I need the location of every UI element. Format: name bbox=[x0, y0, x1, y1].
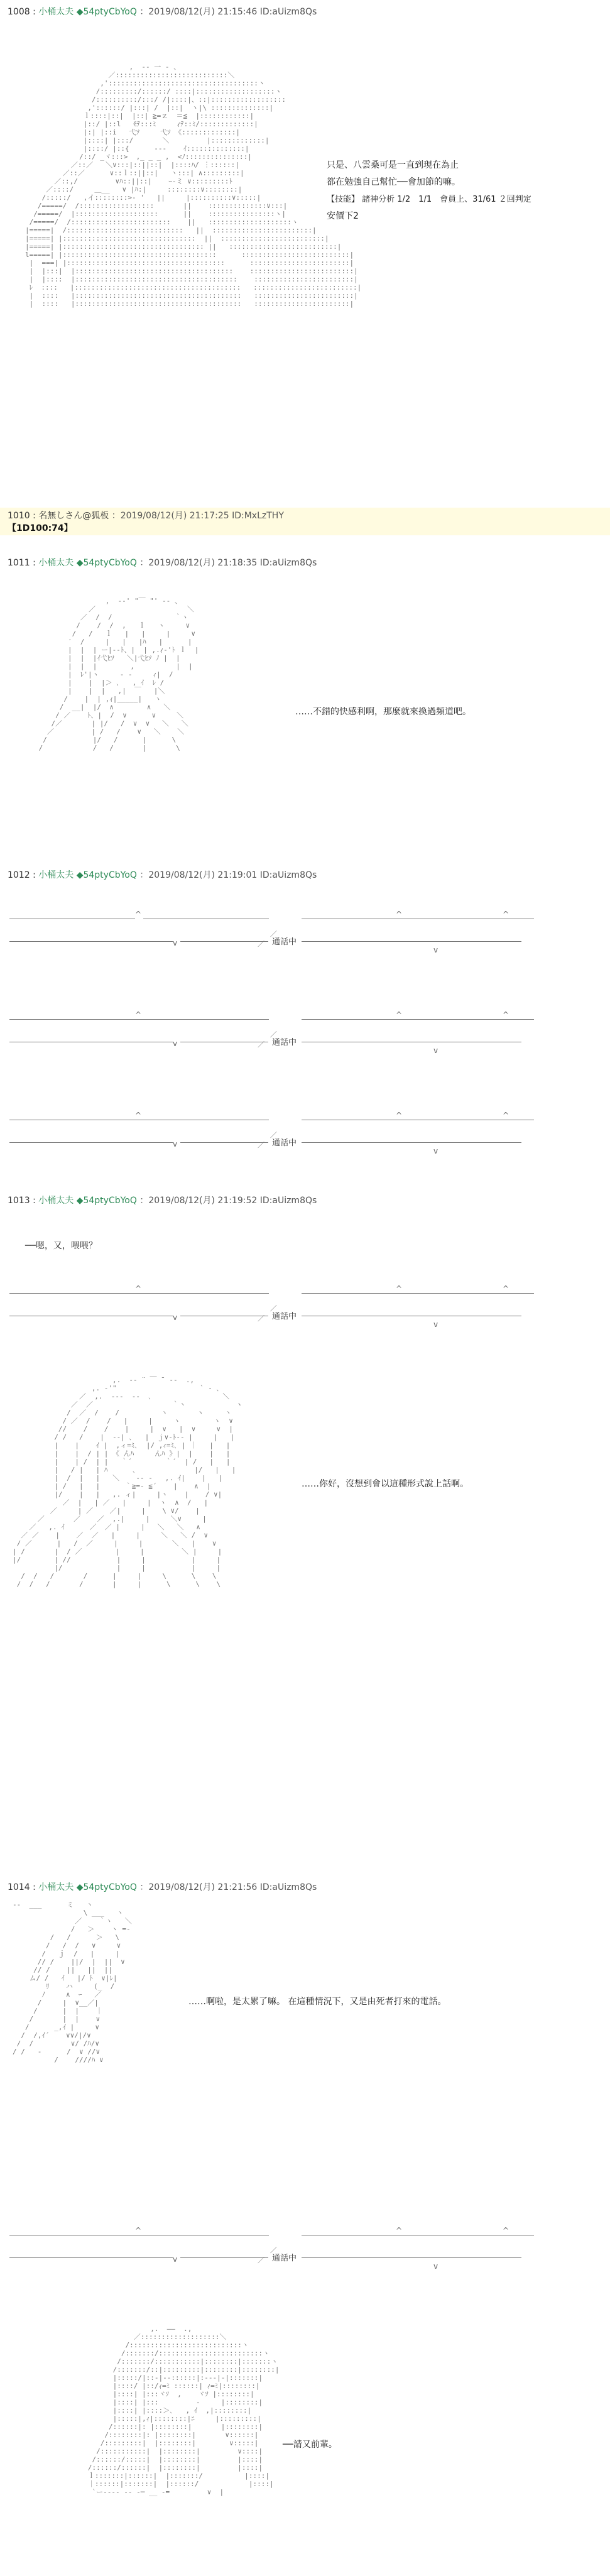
text-line: 安價下2 bbox=[327, 211, 359, 221]
signal-peak: ^ bbox=[503, 1010, 509, 1019]
signal-peak: ^ bbox=[135, 1010, 142, 1019]
signal-slash: ／ ／ bbox=[258, 1131, 277, 1149]
signal-peak: ^ bbox=[503, 1111, 509, 1120]
post-1008-text bbox=[327, 157, 531, 225]
signal-slash: ／ ／ bbox=[258, 1304, 277, 1323]
signal-dip: v bbox=[173, 1313, 178, 1322]
signal-line bbox=[302, 941, 521, 942]
signal-slash: ／ ／ bbox=[258, 1030, 277, 1049]
signal-peak: ^ bbox=[503, 2226, 509, 2235]
signal-line bbox=[302, 1293, 534, 1294]
post-header-1008 bbox=[8, 5, 317, 18]
signal-peak: ^ bbox=[503, 910, 509, 919]
dice-result: 【1D100:74】 bbox=[8, 523, 73, 533]
ascii-art-figure: , -‐' "￣ "' ‐- 、 ／ ＼ ／ / / ｀ヽ / / / , ｌ ヽ ∨ / / ｌ | | | ∨ ′ / | | |ﾊ | | | | | ー|‐-ﾄ、| | ,.ｨ‐'ﾄ ｌ | | | |ｲ弋ﾋｿ ＼|弋ﾋｿ ﾉ | | | | | , | | | ﾚ'|ヽ ‐ ‐ ｨ| / | | |＞ ､ , ｲ ﾚ / | | | ,| ￣ |＼ / | | ,ｨ|_____| ヽ / __| |/ ∧ ∧ ＼ / ／ ﾄ、| / ∨ ∨ ＼ /／ | |/ / ∨ ∨ ＼ ＼ ／ | / / ∨ ＼ ＼ / |/ / | \ / / / | \ bbox=[38, 597, 199, 752]
post-header-1010 bbox=[8, 509, 284, 521]
signal-dip: v bbox=[433, 1046, 438, 1055]
post-header-1012 bbox=[8, 868, 317, 881]
signal-line bbox=[302, 2257, 521, 2258]
signal-dip: v bbox=[433, 946, 438, 954]
signal-peak: ^ bbox=[396, 1111, 403, 1120]
post-number: 1012 : bbox=[8, 870, 36, 880]
signal-peak: ^ bbox=[396, 1010, 403, 1019]
post-1014-text-2: ──請又前輩。 bbox=[283, 2440, 337, 2450]
signal-line bbox=[180, 1142, 268, 1143]
signal-peak: ^ bbox=[396, 1284, 403, 1293]
ascii-art-figure: ,. ―― ., ／:::::::::::::::::::＼ /:::::::::::::::::::::::::::ヽ /:::::::/:::::::::::::::::::::::::ヽ /:::::::/:::::::::::|::::::::|:::::::ヽ /:::::::/::|:::::::::|::::::::|::::::::| |:::::/|::-|‐-::::::|:--‐|-|:::::::| |::::/ |::/ｨ=ﾐ ::::::| ｨ=ﾐ|::::::::| |::::| |:::ヾｿ , ヾｿ |::::::::| |::::| |::: ‐ |::::::::| |::::| |::::＞､ , ｲ ,|::::::::| |:::::|,ｨ|::::::::|ﾆ |:::::::::| /::::::|: |::::::::| |::::::::| /::::::::|: |::::::::| ∨::::::| /:::::::::| |::::::::| ∨:::::| /:::::::::::| |::::::::| ∨::::| /::::::/:::::| |::::::::| |::::| /::::::/::::::| |::::::::| |::::| ｌ:::::::|::::::| |:::::::/ |::::| ｜::::::|:::::::| |::::::/ |::::| `ー--‐‐ -- -─ __ ‐= ∨ | bbox=[87, 2325, 280, 2496]
call-label: 通話中 bbox=[272, 937, 297, 947]
post-number: 1011 : bbox=[8, 558, 36, 568]
signal-dip: v bbox=[173, 1140, 178, 1149]
post-meta: ：2019/08/12(月) 21:19:01 ID:aUizm8Qs bbox=[139, 870, 317, 880]
poster-name[interactable]: 小桶太夫 ◆54ptyCbYoQ bbox=[38, 1882, 137, 1892]
signal-line bbox=[302, 1142, 521, 1143]
signal-peak: ^ bbox=[135, 1284, 142, 1293]
post-meta: ：2019/08/12(月) 21:19:52 ID:aUizm8Qs bbox=[139, 1196, 317, 1206]
poster-name[interactable]: 小桶太夫 ◆54ptyCbYoQ bbox=[38, 7, 137, 17]
signal-peak: ^ bbox=[135, 910, 142, 919]
signal-peak: ^ bbox=[503, 1284, 509, 1293]
signal-line bbox=[143, 1019, 269, 1020]
signal-line bbox=[180, 941, 268, 942]
call-label: 通話中 bbox=[272, 1312, 297, 1321]
signal-line bbox=[9, 2257, 173, 2258]
post-meta: ：2019/08/12(月) 21:21:56 ID:aUizm8Qs bbox=[139, 1882, 317, 1892]
call-label: 通話中 bbox=[272, 1038, 297, 1047]
signal-dip: v bbox=[173, 1039, 178, 1048]
signal-peak: ^ bbox=[135, 2226, 142, 2235]
signal-slash: ／ ／ bbox=[258, 2246, 277, 2264]
post-1014-text-1: ……啊啦，是太累了嘛。 在這種情況下，又是由死者打來的電話。 bbox=[188, 1997, 447, 2007]
signal-dip: v bbox=[173, 2255, 178, 2264]
post-number: 1010 : bbox=[8, 511, 36, 521]
post-meta: ：2019/08/12(月) 21:15:46 ID:aUizm8Qs bbox=[139, 7, 317, 17]
signal-line bbox=[302, 1019, 534, 1020]
signal-peak: ^ bbox=[396, 910, 403, 919]
poster-name[interactable]: 名無しさん@狐板 bbox=[38, 511, 109, 521]
signal-dip: v bbox=[433, 1147, 438, 1155]
call-label: 通話中 bbox=[272, 1138, 297, 1148]
signal-peak: ^ bbox=[396, 2226, 403, 2235]
signal-slash: ／ ／ bbox=[258, 930, 277, 948]
text-line: 【技能】 諸神分析 1/2 1/1 會員上、31/61 ２回判定 bbox=[327, 195, 531, 204]
signal-line bbox=[9, 1293, 148, 1294]
call-label: 通話中 bbox=[272, 2254, 297, 2263]
signal-dip: v bbox=[173, 939, 178, 947]
poster-name[interactable]: 小桶太夫 ◆54ptyCbYoQ bbox=[38, 558, 137, 568]
signal-line bbox=[9, 941, 173, 942]
post-number: 1014 : bbox=[8, 1882, 36, 1892]
ascii-art-figure: ‐- ___ ミ ヽ \ ___ ヽ ／ ｀ヽ ＼ / ＞ ヽ =- / / ＞ \ / / / ∨ ∨ / ｊ / | | // / ||/ | || ∨ // / || || || ム/ / ｲ |/ ﾄ ∨|ﾚ| ﾘ ハ (_ / ﾉ ∧ ｰ ／ / | ∨__／| / | | ｜ / | | ∨ / _,ｲ | ∨ / /,ｲ´ ∨∨/|/∨ / / ∨/ /ﾊ/∨ / / - / ∨ //∨ / ////ﾊ ∨ bbox=[13, 1901, 132, 2064]
signal-dip: v bbox=[433, 1320, 438, 1329]
post-1013-text-1: ──嗯，又，喂喂？ bbox=[25, 1241, 97, 1251]
poster-name[interactable]: 小桶太夫 ◆54ptyCbYoQ bbox=[38, 870, 137, 880]
post-1011-text: ……不錯的快感利啊，那麼就來換過頻道吧。 bbox=[295, 707, 471, 717]
post-header-1011 bbox=[8, 556, 317, 569]
poster-name[interactable]: 小桶太夫 ◆54ptyCbYoQ bbox=[38, 1196, 137, 1206]
ascii-art-figure: , -‐ 一 - 、 ／:::::::::::::::::::::::::::＼ ,'::::::::::::::::::::::::::::::::::::ヽ /:::::::::/::::::/ ::::|:::::::::::::::::::ヽ /::::::::::/:::/ /|::::|、::|:::::::::::::::::: ,'::::::/ |:::| / |::| ヽ|\ ::::::::::::::| ｌ::::|::| |::| ≧=ｚ ＝≦ |::::::::::::| |::/ |::l ﾓﾃ:::ﾐ ｨﾃ::ﾐ/:::::::::::::| |:| |::i 弋ｿ 弋ｿ 《:::::::::::::| |::::| |:::/ ＼ |:::::::::::::| |::::/ |::{ -‐- ｲ::::::::::::::| /::/ _ヾ:::> ,_ _ _ , <ﾉ:::::::::::::::| ／::／ ＼∨:::|::||::| |::::ﾊ/ ︙::::::| ／::／ ∨::ｌ::||::| ヽ:::| ∧:::::::::| ／::,/ ∨ﾊ::||::| ｰ‐ミ ∨:::::::::ﾄ ／::::/ ＿__ ∨ |ﾊ:| ::::::::∨::::::::| /:::::/ ,イ::::::::>- ' || |::::::::::∨:::::| /=====/ /:::::::::::::::::: || ::::::::::::::∨:::| /=====/ |:::::::::::::::::::: || ::::::::::::::::ヽ| /=====/ /:::::::::::::::::::::::: || ::::::::::::::::::::ヽ |=====| /:::::::::::::::::::::::::::: || ::::::::::::::::::::::::| |=====| |:::::::::::::::::::::::::::::::: || :::::::::::::::::::::::::| |=====| |:::::::::::::::::::::::::::::::::: || ::::::::::::::::::::::::::| l=====| |::::::::::::::::::::::::::::::::::::: ::::::::::::::::::::::::::| | ===| |:::::::::::::::::::::::::::::::::::::: ::::::::::::::::::::::::| | |:::| |:::::::::::::::::::::::::::::::::::::: :::::::::::::::::::::::::| | |:::: |::::::::::::::::::::::::::::::::::::::: ::::::::::::::::::::::::| ﾚ :::: |:::::::::::::::::::::::::::::::::::::::: :::::::::::::::::::::::::| | :::: |:::::::::::::::::::::::::::::::::::::::: ::::::::::::::::::::::::| | :::: |:::::::::::::::::::::::::::::::::::::::: :::::::::::::::::::::::| bbox=[25, 63, 362, 308]
text-line: 只是、八雲桑可是一直到現在為止 bbox=[327, 160, 459, 170]
post-number: 1008 : bbox=[8, 7, 36, 17]
post-1013-text-2: ……你好，沒想到會以這種形式說上話啊。 bbox=[302, 1479, 469, 1489]
post-meta: ：2019/08/12(月) 21:17:25 ID:MxLzTHY bbox=[111, 511, 284, 521]
signal-dip: v bbox=[433, 2262, 438, 2271]
signal-line bbox=[9, 1019, 148, 1020]
post-header-1013 bbox=[8, 1194, 317, 1206]
signal-peak: ^ bbox=[135, 1111, 142, 1120]
ascii-art-figure: ,. -‐ ¨ ￣ ¨ ‐- ., ,. ‐'" ` ‐ ､ ／ ,. -‐‐ -- ､ ＼ ／ ／ ｀ヽ ヽ / ／ / / ヽ ヽ ヽ / ／ / / | | ヽ ヽ ∨ // / / | | ∨ | ∨ ∨ | / / / | ‐-| ､ | ｊ∨-ﾄ-‐ | | | | | ｲ | ,ィ=ﾐ､ |/ ,ｨ=ﾐ､ | ｜ | | | | / | | 《 んﾊ んﾊ 》| | | | | | / | | ｀´ ｀´ | / | | | / | | ﾊ ､ |/ | | | / | | ＼ ‐- ‐ ,. ｲ| | | | / | | ｀≧=‐ ≦´ | ∧ | |/ | | ,. ィ| |ヽ | / ∨| ／ | | ／ | | ヽ ∧ / | ／ | ／ ／| | \ ∨/ | ／ ／ ／ ,.| | ＼∨ | ／ ,. ｲ ／ ／ | | ＼ ＼ ∧ ／ ／ | ／ ／ | | ＼ ＼ / ∨ / ／ | / ／ | | ＼ | ∨ | / | / ／ | | ＼ | | |/ | // | | | | |/ | | | | / / / / | | \ \ \ / / / / | | \ \ \ bbox=[13, 1376, 243, 1588]
text-line: 都在勉強自己幫忙──會加節的嘛。 bbox=[327, 177, 460, 187]
post-number: 1013 : bbox=[8, 1196, 36, 1206]
post-header-1014 bbox=[8, 1880, 317, 1893]
post-meta: ：2019/08/12(月) 21:18:35 ID:aUizm8Qs bbox=[139, 558, 317, 568]
signal-line bbox=[180, 2257, 268, 2258]
signal-line bbox=[9, 1142, 173, 1143]
signal-line bbox=[143, 1293, 269, 1294]
